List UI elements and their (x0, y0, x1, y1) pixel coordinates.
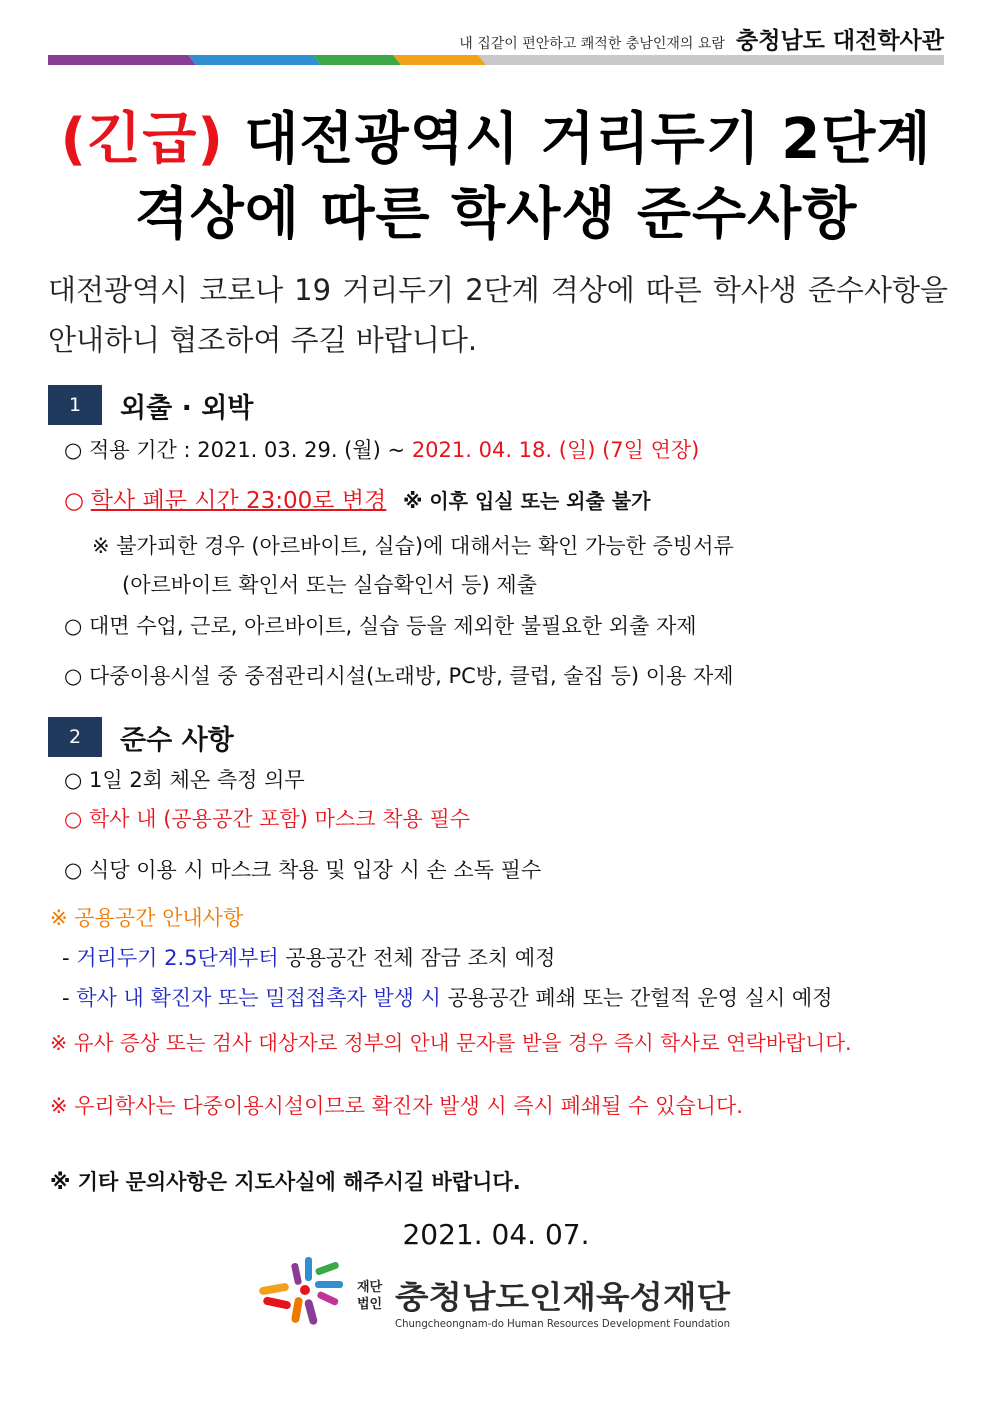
common-space-item1-text: 공용공간 전체 잠금 조치 예정 (278, 946, 556, 970)
header-slogan: 내 집같이 편안하고 쾌적한 충남인재의 요람 (459, 36, 725, 52)
common-space-item1-dash: - (62, 946, 77, 970)
curfew-text: 학사 폐문 시간 23:00로 변경 (90, 488, 387, 514)
intro-paragraph: 대전광역시 코로나 19 거리두기 2단계 격상에 따른 학사생 준수사항을 안내하니 협조하여 주길 바랍니다. (48, 273, 948, 357)
common-space-item2 (62, 982, 833, 1012)
exception-line1: ※ 불가피한 경우 (아르바이트, 실습)에 대해서는 확인 가능한 증빙서류 (92, 534, 734, 558)
inquiry-notice: ※ 기타 문의사항은 지도사실에 해주시길 바랍니다. (50, 1170, 521, 1194)
header-org-name: 충청남도 대전학사관 (736, 27, 944, 54)
header-color-bar (48, 55, 944, 65)
period-line (64, 434, 699, 464)
section2-title: 준수 사항 (120, 724, 234, 756)
foundation-logo (255, 1255, 735, 1339)
common-space-item2-text: 공용공간 폐쇄 또는 간헐적 운영 실시 예정 (440, 986, 833, 1010)
section2-number-badge: 2 (48, 717, 102, 757)
curfew-line (64, 482, 650, 515)
period-label: ○ 적용 기간 : 2021. 03. 29. (월) ~ (64, 438, 412, 462)
org-type-line2: 법인 (357, 1297, 383, 1312)
foundation-logo-image (255, 1255, 735, 1335)
urgent-tag: (긴급) (60, 107, 224, 172)
curfew-note: ※ 이후 입실 또는 외출 불가 (402, 489, 651, 513)
closure-notice: ※ 우리학사는 다중이용시설이므로 확진자 발생 시 즉시 폐쇄될 수 있습니다. (50, 1094, 743, 1118)
section1-number-badge: 1 (48, 385, 102, 425)
org-name-text: 충청남도인재육성재단 (395, 1280, 732, 1316)
org-english-text: Chungcheongnam-do Human Resources Development Foundation (395, 1318, 730, 1330)
mask-item: ○ 학사 내 (공용공간 포함) 마스크 착용 필수 (64, 807, 471, 831)
common-space-heading: ※ 공용공간 안내사항 (50, 906, 244, 930)
exception-line2: (아르바이트 확인서 또는 실습확인서 등) 제출 (122, 573, 537, 597)
common-space-item2-highlight: 학사 내 확진자 또는 밀접접촉자 발생 시 (76, 986, 441, 1010)
symptoms-notice: ※ 유사 증상 또는 검사 대상자로 정부의 안내 문자를 받을 경우 즉시 학사로 연락바랍니다. (50, 1031, 852, 1055)
common-space-item1 (62, 942, 555, 972)
foundation-emblem-icon (259, 1257, 343, 1326)
period-end-date: 2021. 04. 18. (일) (7일 연장) (411, 438, 700, 462)
curfew-circle: ○ (64, 488, 85, 514)
header-tagline (459, 22, 944, 55)
section2-header (48, 717, 234, 757)
page-title-line1 (0, 95, 992, 175)
dining-item: ○ 식당 이용 시 마스크 착용 및 입장 시 손 소독 필수 (64, 858, 542, 882)
section1-header (48, 385, 253, 425)
org-type-line1: 재단 (357, 1280, 383, 1295)
page-title-line2: 격상에 따른 학사생 준수사항 (134, 182, 858, 247)
common-space-item2-dash: - (62, 986, 77, 1010)
section1-title: 외출 · 외박 (120, 392, 254, 424)
facilities-item: ○ 다중이용시설 중 중점관리시설(노래방, PC방, 클럽, 술집 등) 이용 자제 (64, 664, 734, 688)
outing-item: ○ 대면 수업, 근로, 아르바이트, 실습 등을 제외한 불필요한 외출 자제 (64, 614, 697, 638)
temperature-item: ○ 1일 2회 체온 측정 의무 (64, 768, 305, 792)
common-space-item1-highlight: 거리두기 2.5단계부터 (76, 946, 279, 970)
title-line1-text: 대전광역시 거리두기 2단계 (223, 107, 932, 172)
document-date: 2021. 04. 07. (402, 1218, 590, 1251)
